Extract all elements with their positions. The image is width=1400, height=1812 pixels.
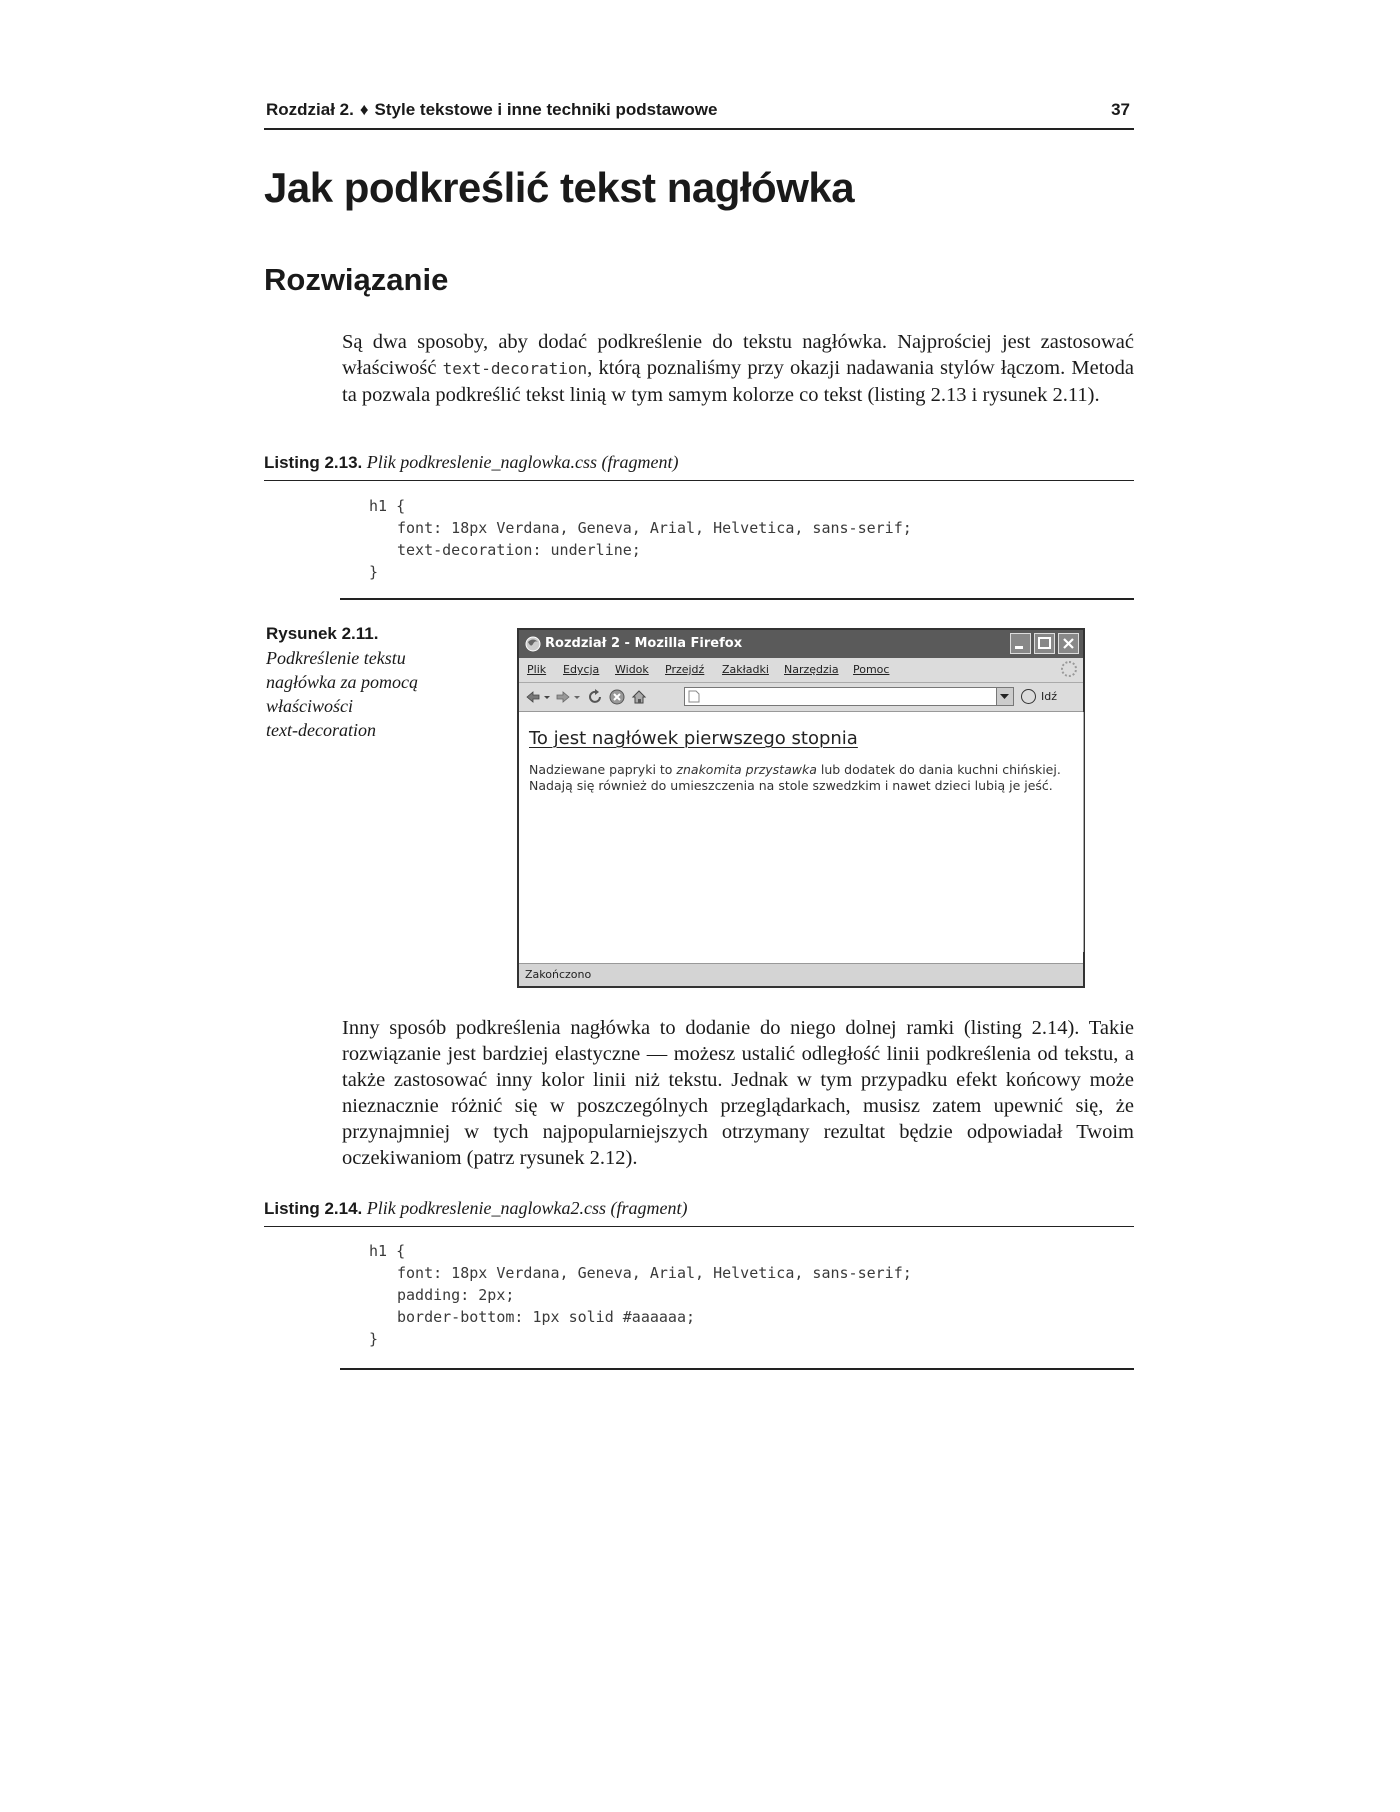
emphasis-text: znakomita przystawka [676,762,817,777]
go-icon [1021,689,1036,704]
page-number: 37 [1111,100,1130,119]
code-line: font: 18px Verdana, Geneva, Arial, Helvetica, sans-serif; [397,519,912,537]
code-line: h1 { [369,1242,406,1260]
go-label: Idź [1041,690,1058,703]
menu-item-widok[interactable]: Widok [615,663,649,676]
forward-dropdown-icon[interactable] [573,689,581,705]
paragraph-second: Inny sposób podkreślenia nagłówka to dodanie do niego dolnej ramki (listing 2.14). Takie rozwiązanie jest bardziej elastyczne — możesz ustalić odległość linii podkreślenia od tekstu, a także zastosować inny kolor linii niż tekstu. Jednak w tym przypadku efekt końcowy może nieznacznie różnić się w poszczególnych przeglądarkach, musisz zatem upewnić się, że przynajmniej w tych najpopularniejszych otrzymany rezultat będzie odpowiadał Twoim oczekiwaniom (patrz rysunek 2.12). [342,1017,1134,1169]
figure-caption-line: text-decoration [266,720,376,740]
code-listing [369,1240,912,1350]
forward-icon[interactable] [555,689,571,705]
status-text: Zakończono [525,968,592,981]
close-icon [1059,634,1078,653]
code-line: text-decoration: underline; [397,541,641,559]
figure-label: Rysunek 2.11. [266,624,379,643]
minimize-button[interactable] [1010,633,1031,654]
code-line: font: 18px Verdana, Geneva, Arial, Helvetica, sans-serif; [397,1264,912,1282]
navigation-toolbar [519,683,1083,712]
reload-icon[interactable] [587,689,603,705]
throbber-icon [1061,661,1077,677]
figure-caption [266,622,466,742]
menu-item-narzedzia[interactable]: Narzędzia [784,663,839,676]
browser-window [517,628,1085,988]
code-listing [369,495,912,583]
maximize-button[interactable] [1034,633,1055,654]
inline-code: text-decoration [442,359,588,378]
back-dropdown-icon[interactable] [543,689,551,705]
menu-item-plik[interactable]: Plik [527,663,547,676]
menu-bar [519,658,1083,683]
listing-caption [264,1198,1134,1227]
chapter-number: Rozdział 2. [266,100,354,119]
title-bar[interactable] [519,630,1083,658]
stop-icon[interactable] [609,689,625,705]
page-title: Jak podkreślić tekst nagłówka [264,164,855,211]
figure-caption-line: Podkreślenie tekstu [266,648,406,668]
figure-caption-line: nagłówka za pomocą [266,672,418,692]
section-heading: Rozwiązanie [264,262,449,297]
home-icon[interactable] [631,689,647,705]
listing-end-rule [340,598,1134,600]
listing-label: Listing 2.13. [264,453,363,472]
listing-end-rule [340,1368,1134,1370]
diamond-separator: ♦ [359,100,369,119]
figure-caption-line: właściwości [266,696,354,716]
menu-item-pomoc[interactable]: Pomoc [853,663,890,676]
maximize-icon [1035,634,1054,653]
minimize-icon [1011,634,1030,653]
listing-title: Plik podkreslenie_naglowka.css (fragment) [366,452,679,472]
go-button[interactable] [1021,688,1081,706]
back-icon[interactable] [525,689,541,705]
running-header [264,100,1134,130]
close-button[interactable] [1058,633,1079,654]
window-title: Rozdział 2 - Mozilla Firefox [545,636,743,651]
address-dropdown-button[interactable] [996,688,1013,705]
firefox-icon [525,636,541,652]
listing-caption [264,452,1134,481]
page-icon [688,690,700,703]
menu-item-zakladki[interactable]: Zakładki [722,663,769,676]
code-line: } [369,1330,379,1348]
code-line: padding: 2px; [397,1286,515,1304]
menu-item-przejdz[interactable]: Przejdź [665,663,705,676]
menu-item-edycja[interactable]: Edycja [563,663,600,676]
code-line: border-bottom: 1px solid #aaaaaa; [397,1308,696,1326]
chevron-down-icon [997,688,1012,705]
code-line: } [369,563,379,581]
page-content [519,712,1084,952]
content-paragraph: Nadziewane papryki to znakomita przystawka lub dodatek do dania kuchni chińskiej. Nadają się również do umieszczenia na stole szwedzkim i nawet dzieci lubią je jeść. [529,762,1061,793]
code-line: h1 { [369,497,406,515]
paragraph-intro: Są dwa sposoby, aby dodać podkreślenie do tekstu nagłówka. Najprościej jest zastosować właściwość text-decoration, którą poznaliśmy przy okazji nadawania stylów łączom. Metoda ta pozwala podkreślić tekst linią w tym samym kolorze co tekst (listing 2.13 i rysunek 2.11). [342,331,1134,406]
status-bar [519,963,1083,986]
address-bar[interactable] [684,687,1014,706]
listing-label: Listing 2.14. [264,1199,363,1218]
chapter-title: Style tekstowe i inne techniki podstawowe [374,100,718,119]
listing-title: Plik podkreslenie_naglowka2.css (fragment) [366,1198,688,1218]
content-heading: To jest nagłówek pierwszego stopnia [529,728,858,749]
